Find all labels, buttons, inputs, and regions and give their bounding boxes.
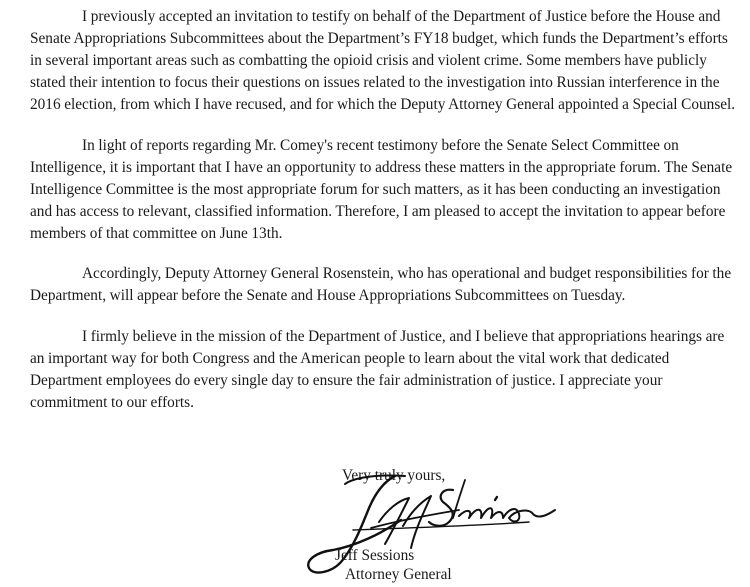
letter-body <box>30 6 738 432</box>
signer-title: Attorney General <box>345 566 452 583</box>
paragraph-intelligence-committee: In light of reports regarding Mr. Comey's recent testimony before the Senate Select Committee on Intelligence, it is important that I have an opportunity to address these matters in the appropriate forum. The Senate Intelligence Committee is the most appropriate forum for such matters, as it has been conducting an investigation and has access to relevant, classified information. Therefore, I am pleased to accept the invitation to appear before members of that committee on June 13th. <box>30 136 733 242</box>
signer-name: Jeff Sessions <box>335 547 415 564</box>
paragraph-mission: I firmly believe in the mission of the Department of Justice, and I believe that appropriations hearings are an important way for both Congress and the American people to learn about the vital work that dedicated Department employees do every single day to ensure the fair administration of justice. I appreciate your commitment to our efforts. <box>30 327 725 411</box>
handwritten-signature <box>283 470 558 582</box>
valediction: Very truly yours, <box>342 467 446 484</box>
paragraph-testimony-invitation: I previously accepted an invitation to testify on behalf of the Department of Justice before the House and Senate Appropriations Subcommittees about the Department’s FY18 budget, which funds the Department’s efforts in several important areas such as combatting the opioid crisis and violent crime. Some members have publicly stated their intention to focus their questions on issues related to the investigation into Russian interference in the 2016 election, from which I have recused, and for which the Deputy Attorney General appointed a Special Counsel. <box>30 8 736 113</box>
paragraph-deputy-ag: Accordingly, Deputy Attorney General Rosenstein, who has operational and budget responsibilities for the Department, will appear before the Senate and House Appropriations Subcommittees on Tuesday. <box>30 265 732 304</box>
